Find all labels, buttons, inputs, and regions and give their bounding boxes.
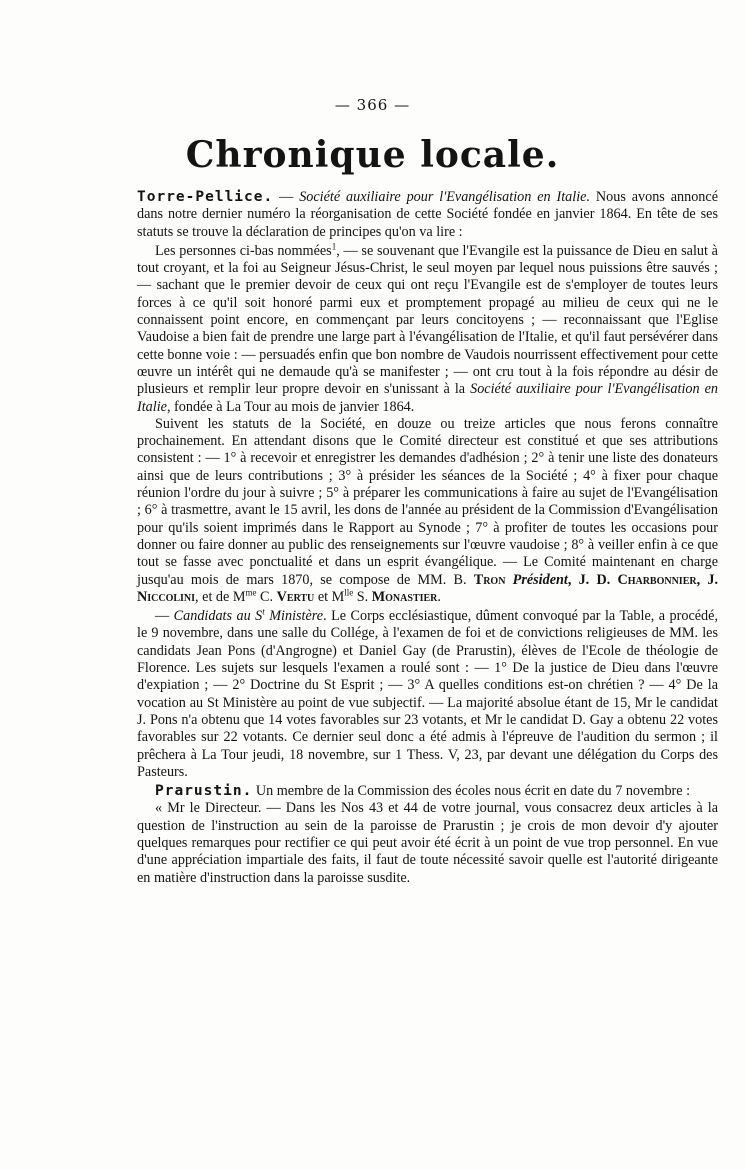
text-run: S. [353,588,372,605]
text-run: , J. [696,571,719,588]
subheading-societe: Société auxiliaire pour l'Evangélisation en Italie. [299,189,590,205]
subheading-candidats [174,608,323,624]
member-name: Vertu [276,588,315,605]
footnote-mark: 1 [331,241,337,252]
paragraph-text: Nous avons annoncé dans notre dernier numéro la réorganisation de cette Société fondée en janvier 1864. En tête de ses statuts se trouve la déclaration de principes qu'on va lire : [137,189,718,240]
paragraph-letter [137,800,718,886]
superscript: lle [344,587,354,598]
paragraph-text: . Le Corps ecclésiastique, dûment convoqué par la Table, a procédé, le 9 novembre, dans une salle du Collége, à l'examen de foi et de convictions religieuses de MM. les candidats Jean Pons (d'Angrogne) et Daniel Gay (de Prarustin), élèves de l'Ecole de théologie de Florence. Les sujets sur lesquels l'examen a roulé sont : — 1° De la justice de Dieu dans l'œuvre d'expiation ; — 2° Doctrine du St Esprit ; — 3° A quelles conditions est-on chrétien ? — 4° De la vocation au St Ministère au point de vue subjectif. — La majorité absolue étant de 15, Mr le candidat J. Pons n'a obtenu que 14 votes favorables sur 23 votants, et Mr le candidat D. Gay a obtenu 22 votes favorables sur 22 votants. Ce dernier seul donc a été admis à l'épreuve de l'audition du sermon ; il prêchera à La Tour jeudi, 18 novembre, sur 1 Thess. V, 23, par devant une délégation du Corps des Pasteurs. [137,608,718,780]
member-name: Charbonnier [617,571,697,588]
place-heading-prarustin: Prarustin. [155,783,253,800]
president-label: Président [512,571,568,588]
place-heading-torre-pellice: Torre-Pellice. [137,189,274,205]
text-run: Suivent les statuts de la Société, en douze ou treize articles que nous ferons connaître prochainement. En attendant disons que le Comité directeur est constitué et que ses attributions consistent : — 1° à recevoir et enregistrer les demandes d'adhésion ; 2° à tenir une liste des donateurs ainsi que de leurs contributions ; 3° à présider les séances de la Société ; 4° à fixer pour chaque réunion l'ordre du jour à suivre ; 5° à préparer les communications à faire au sujet de l'Evangélisation ; 6° à trasmettre, avant le 15 avril, les dons de l'année au président de la Commission d'Evangélisation pour qu'ils soient imprimés dans le Rapport au Synode ; 7° à profiter de toutes les occasions pour donner ou faire donner au public des renseignements sur l'œuvre vaudoise ; 8° à veiller enfin à ce que tout se fasse avec ponctualité et dans un esprit évangélique. — Le Comité maintenant en charge jusqu'au mois de mars 1870, se compose de MM. B. [137,415,718,588]
paragraph-torre-pellice [137,189,718,241]
dash: — [155,608,174,625]
society-name: Société auxiliaire pour l'Evangélisation en Italie [137,381,718,415]
page-title: Chronique locale. [185,134,560,176]
text-run: , J. D. [567,571,618,588]
dash: — [273,189,300,205]
text-run: Ministère [264,608,324,625]
article-body [137,189,718,887]
superscript: t [262,606,265,617]
paragraph-candidats [137,608,718,781]
paragraph-declaration [137,243,718,416]
member-name: Tron [473,571,506,588]
text-run: Candidats au S [173,608,263,625]
paragraph-text: « Mr le Directeur. — Dans les Nos 43 et 44 de votre journal, vous consacrez deux articles à la question de l'instruction au sein de la paroisse de Prarustin ; je crois de mon devoir d'y ajouter quelques remarques pour rectifier ce qui peut avoir été écrit à un point de vue trop personnel. En vue d'une appréciation impartiale des faits, il faut de toute nécessité savoir quelle est l'autorité dirigeante en matière d'instruction dans la paroisse susdite. [137,800,718,886]
member-name: Niccolini [137,588,196,605]
paragraph-text: Un membre de la Commission des écoles nous écrit en date du 7 novembre : [252,783,691,800]
member-name: Monastier [371,588,438,605]
text-run: et M [314,588,345,605]
text-run: , — se souvenant que l'Evangile est la puissance de Dieu en salut à tout croyant, et la foi au Seigneur Jésus-Christ, le seul moyen par lequel nous puissions être sauvés ; — sachant que le premier devoir de ceux qui ont reçu l'Evangile est de s'employer de toutes leurs forces à ce qu'il soit honoré parmi eux et promptement propagé au milieu de ceux qui ne le connaissent point encore, en commençant par leurs concitoyens ; — reconnaissant que l'Eglise Vaudoise a bien fait de prendre une large part à l'évangélisation de l'Italie, et qu'il faut persévérer dans cette bonne voie : — persuadés enfin que bon nombre de Vaudois nourrissent effectivement pour cette œuvre un intérêt qui ne demaude qu'à se manifester ; — ont cru tout à la fois répondre au désir de plusieurs et remplir leur propre devoir en s'unissant à la [137,242,718,398]
superscript: me [245,587,257,598]
text-run: . [437,588,441,605]
paragraph-prarustin [137,783,718,800]
text-run: C. [256,588,277,605]
paragraph-statuts [137,416,718,606]
text-run: , fondée à La Tour au mois de janvier 1864. [166,398,415,415]
page-number: — 366 — [334,96,411,114]
text-run: , et de M [195,588,246,605]
text-run: Les personnes ci-bas nommées [155,242,332,259]
